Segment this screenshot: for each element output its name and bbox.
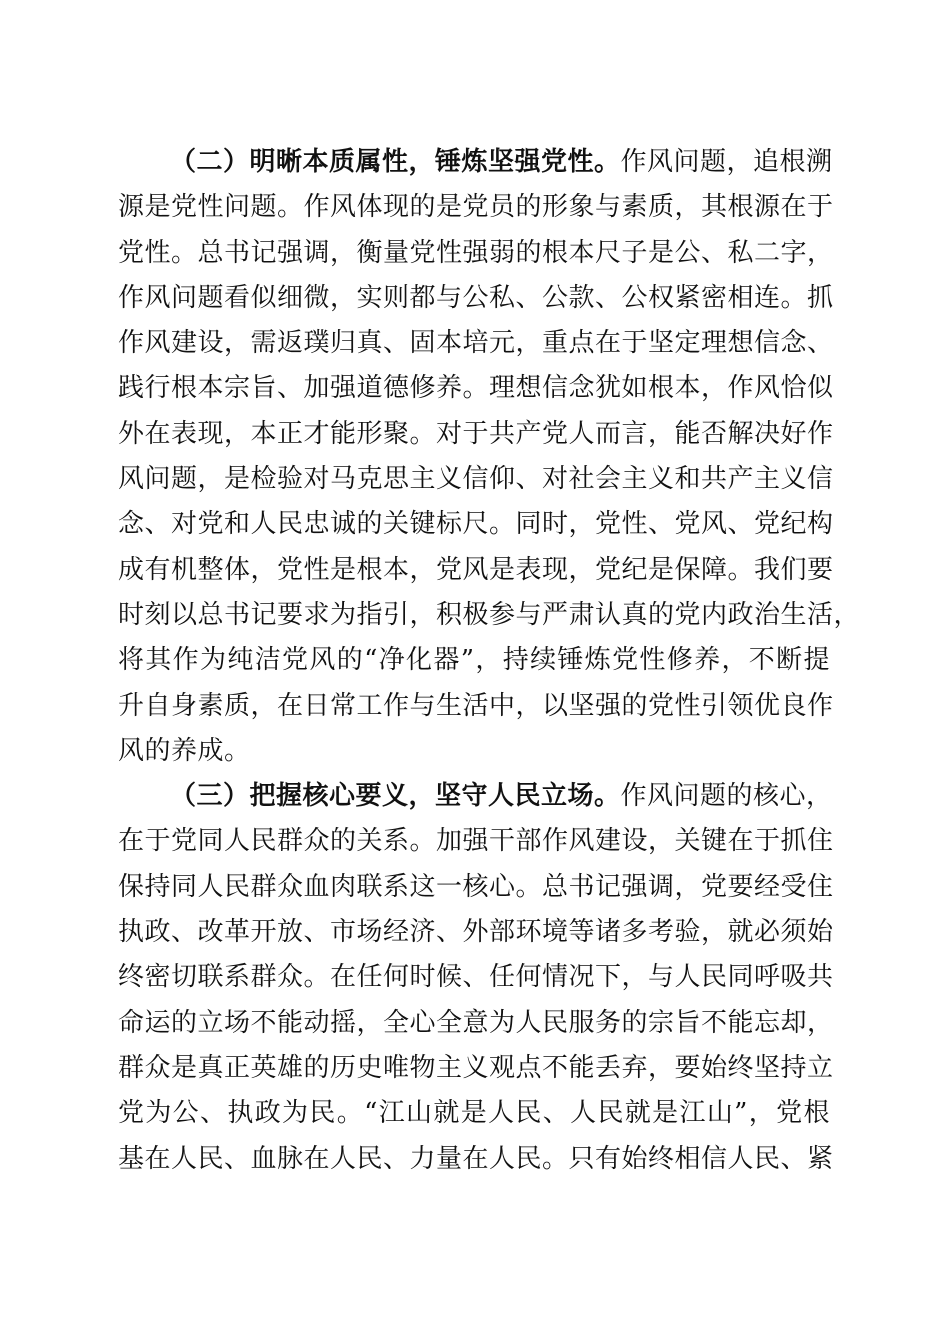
section-heading: （三）把握核心要义，坚守人民立场。 [170,781,621,812]
paragraph-line: 外在表现，本正才能形聚。对于共产党人而言，能否解决好作 [118,418,834,449]
section-heading: （二）明晰本质属性，锤炼坚强党性。 [170,147,621,177]
paragraph-line: 在于党同人民群众的关系。加强干部作风建设，关键在于抓住 [118,826,834,857]
paragraph-line: 终密切联系群众。在任何时候、任何情况下，与人民同呼吸共 [118,962,834,993]
paragraph-party-spirit [118,140,861,774]
paragraph-line: 党为公、执政为民。“江山就是人民、人民就是江山”，党根 [118,1098,830,1129]
paragraph-line: 时刻以总书记要求为指引，积极参与严肃认真的党内政治生活， [118,599,861,630]
paragraph-line: 将其作为纯洁党风的“净化器”，持续锤炼党性修养，不断提 [118,645,830,676]
paragraph-line: 成有机整体，党性是根本，党风是表现，党纪是保障。我们要 [118,554,834,585]
paragraph-line [118,774,833,819]
paragraph-line: 践行根本宗旨、加强道德修养。理想信念犹如根本，作风恰似 [118,373,834,404]
paragraph-line: 执政、改革开放、市场经济、外部环境等诸多考验，就必须始 [118,917,834,948]
paragraph-line: 群众是真正英雄的历史唯物主义观点不能丢弃，要始终坚持立 [118,1052,834,1083]
paragraph-text: 作风问题的核心， [620,781,833,812]
paragraph-line: 作风问题看似细微，实则都与公私、公款、公权紧密相连。抓 [118,282,834,313]
paragraph-line: 命运的立场不能动摇，全心全意为人民服务的宗旨不能忘却， [118,1007,834,1038]
paragraph-line: 风的养成。 [118,735,251,766]
paragraph-line: 基在人民、血脉在人民、力量在人民。只有始终相信人民、紧 [118,1143,834,1174]
paragraph-line [118,140,833,185]
paragraph-line: 作风建设，需返璞归真、固本培元，重点在于坚定理想信念、 [118,328,834,359]
paragraph-line: 念、对党和人民忠诚的关键标尺。同时，党性、党风、党纪构 [118,509,834,540]
paragraph-text: 作风问题，追根溯 [620,147,833,177]
paragraph-line: 党性。总书记强调，衡量党性强弱的根本尺子是公、私二字， [118,237,834,268]
paragraph-line: 升自身素质，在日常工作与生活中，以坚强的党性引领优良作 [118,690,834,721]
paragraph-line: 保持同人民群众血肉联系这一核心。总书记强调，党要经受住 [118,871,834,902]
document-page [118,140,861,1182]
paragraph-line: 风问题，是检验对马克思主义信仰、对社会主义和共产主义信 [118,464,834,495]
paragraph-people-stance [118,774,834,1182]
paragraph-line: 源是党性问题。作风体现的是党员的形象与素质，其根源在于 [118,192,834,223]
